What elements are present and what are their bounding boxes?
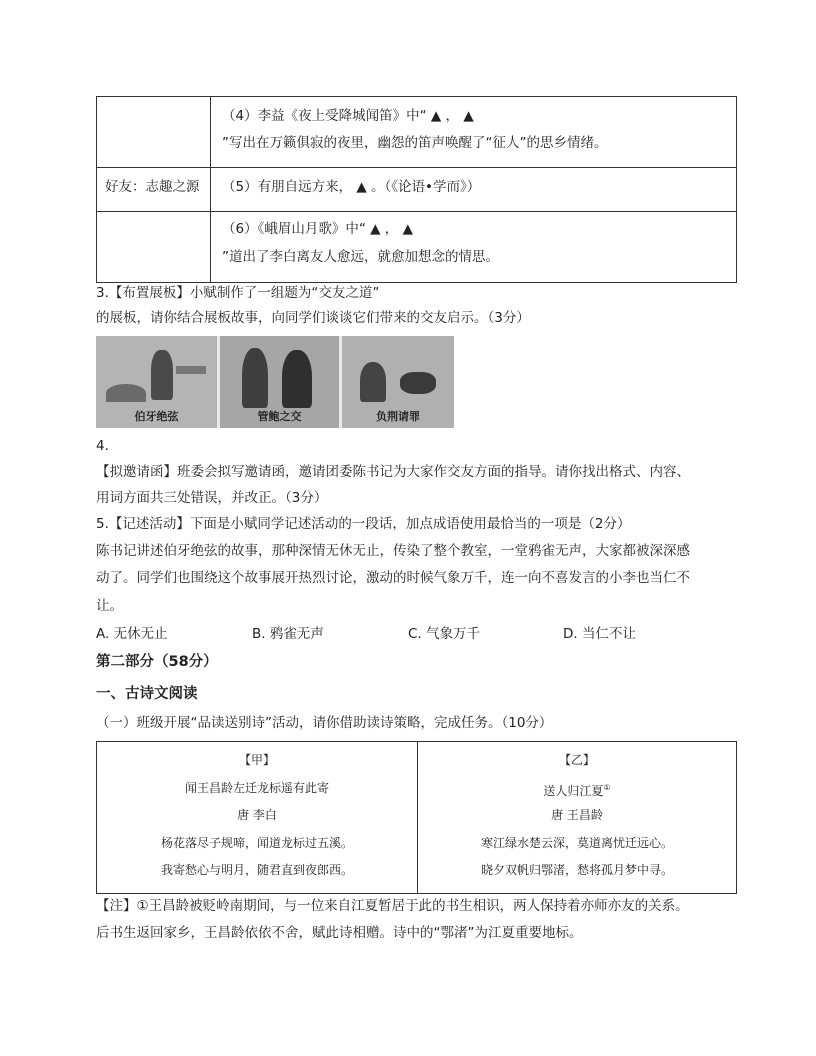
q4-number: 4. xyxy=(96,438,109,454)
q5-option-c: C. 气象万千 xyxy=(408,626,481,642)
poem-yi-title-wrap xyxy=(417,779,737,800)
section-title: 一、古诗文阅读 xyxy=(96,686,198,702)
table-row-1-line-1: （4）李益《夜上受降城闻笛》中“ ▲ ， ▲ xyxy=(222,108,474,124)
task-instruction: （一）班级开展“品读送别诗”活动，请你借助读诗策略，完成任务。（10分） xyxy=(96,715,553,731)
panel-boya xyxy=(96,336,220,428)
q3-line-2: 的展板，请你结合展板故事，向同学们谈谈它们带来的交友启示。（3分） xyxy=(96,310,530,326)
q5-option-a: A. 无休无止 xyxy=(96,626,168,642)
poem-yi-line-2: 晓夕双帆归鄂渚，愁将孤月梦中寻。 xyxy=(480,863,673,877)
poem-jia-line-1: 杨花落尽子规啼，闻道龙标过五溪。 xyxy=(160,836,353,850)
table-row-2-line-1: （5）有朋自远方来， ▲ 。（《论语•学而》） xyxy=(222,179,481,195)
poem-jia-label: 【甲】 xyxy=(238,753,275,767)
caption-guanbao: 管鲍之交 xyxy=(257,410,302,423)
poem-yi-label: 【乙】 xyxy=(558,753,595,767)
q4-line-2: 用词方面共三处错误，并改正。（3分） xyxy=(96,490,328,506)
poem-yi-note-mark: ① xyxy=(603,783,611,792)
poem-jia-author: 唐 李白 xyxy=(237,808,277,822)
table-row-1-line-2: ”写出在万籁俱寂的夜里，幽怨的笛声唤醒了“征人”的思乡情绪。 xyxy=(222,135,608,151)
q3-line-1: 3.【布置展板】小赋制作了一组题为“交友之道” xyxy=(96,285,380,301)
q5-line-4: 让。 xyxy=(96,598,123,614)
panel-fujing xyxy=(342,336,454,428)
q5-option-d: D. 当仁不让 xyxy=(563,626,636,642)
q5-line-3: 动了。同学们也围绕这个故事展开热烈讨论，激动的时候气象万千，连一向不喜发言的小李也当仁不 xyxy=(96,570,690,586)
table-divider xyxy=(97,167,736,168)
poem-jia-title: 闻王昌龄左迁龙标遥有此寄 xyxy=(184,781,329,795)
poem-yi-line-1: 寒江绿水楚云深，莫道离忧迁远心。 xyxy=(480,836,673,850)
poem-yi-author: 唐 王昌龄 xyxy=(551,808,603,822)
poem-table xyxy=(96,741,737,894)
poem-jia-line-2: 我寄愁心与明月，随君直到夜郎西。 xyxy=(160,863,353,877)
note-line-1: 【注】①王昌龄被贬岭南期间，与一位来自江夏暂居于此的书生相识，两人保持着亦师亦友的关系。 xyxy=(96,898,689,914)
q5-line-2: 陈书记讲述伯牙绝弦的故事，那种深情无休无止，传染了整个教室，一堂鸦雀无声，大家都被深深感 xyxy=(96,543,690,559)
table-row-3-line-1: （6）《峨眉山月歌》中“ ▲ ， ▲ xyxy=(222,221,413,237)
q5-line-1: 5.【记述活动】下面是小赋同学记述活动的一段话，加点成语使用最恰当的一项是（2分） xyxy=(96,516,631,532)
table-divider xyxy=(210,97,211,282)
q5-option-b: B. 鸦雀无声 xyxy=(252,626,324,642)
q4-line-1: 【拟邀请函】班委会拟写邀请函，邀请团委陈书记为大家作交友方面的指导。请你找出格式、内容、 xyxy=(96,464,690,480)
poem-yi-title: 送人归江夏 xyxy=(543,784,604,798)
panel-guanbao xyxy=(220,336,342,428)
table-row-3-line-2: ”道出了李白离友人愈远，就愈加想念的情思。 xyxy=(222,249,499,265)
note-line-2: 后书生返回家乡，王昌龄依依不舍，赋此诗相赠。诗中的“鄂渚”为江夏重要地标。 xyxy=(96,925,583,941)
verse-table xyxy=(96,96,737,283)
caption-fujing: 负荆请罪 xyxy=(376,410,420,423)
table-row-2-category: 好友：志趣之源 xyxy=(105,179,200,195)
caption-boya: 伯牙绝弦 xyxy=(134,410,179,423)
story-board-image xyxy=(96,336,454,428)
table-divider xyxy=(97,211,736,212)
part-two-title: 第二部分（58分） xyxy=(96,654,218,670)
